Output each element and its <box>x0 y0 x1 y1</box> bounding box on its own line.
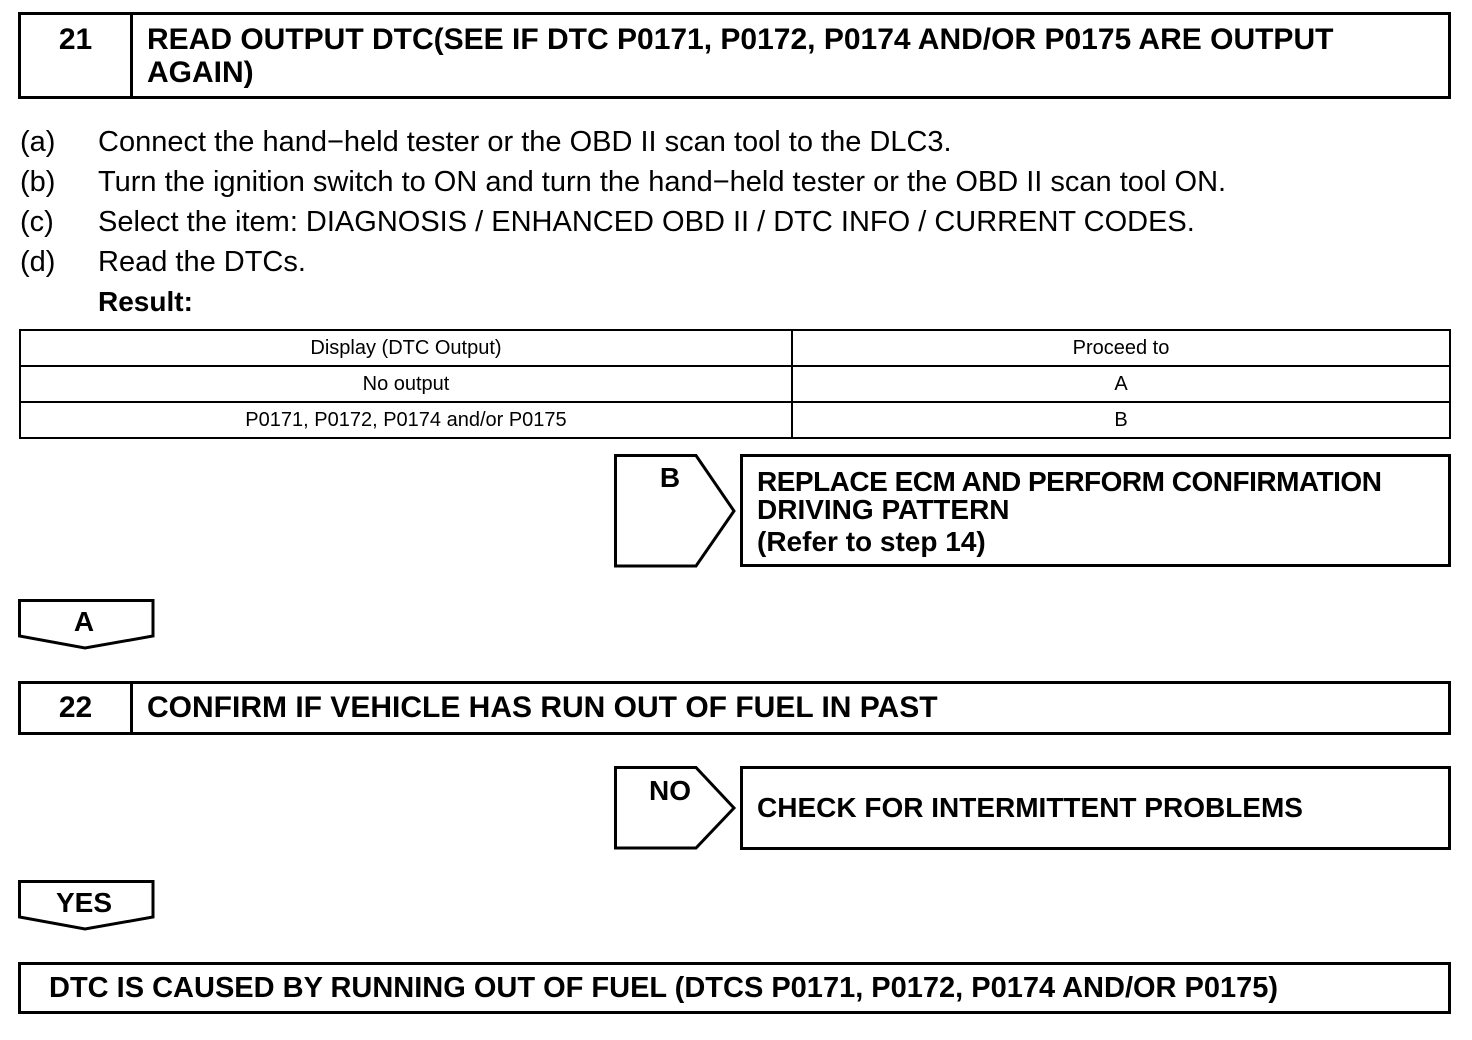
step-number: 22 <box>21 684 133 732</box>
result-row <box>20 282 1440 322</box>
table-cell: B <box>792 402 1450 438</box>
step-title: READ OUTPUT DTC(SEE IF DTC P0171, P0172, P0174 AND/OR P0175 ARE OUTPUT AGAIN) <box>147 23 1334 89</box>
conclusion-box <box>18 962 1451 1014</box>
result-label: Result: <box>98 286 193 317</box>
instruction-text: Read the DTCs. <box>98 246 306 278</box>
step-22-header <box>18 681 1451 735</box>
table-header-display: Display (DTC Output) <box>20 330 792 366</box>
instruction-letter: (b) <box>20 166 56 198</box>
branch-b-line-1: REPLACE ECM AND PERFORM CONFIRMATION <box>757 466 1382 497</box>
branch-b-label: B <box>659 462 681 493</box>
step-title: CONFIRM IF VEHICLE HAS RUN OUT OF FUEL IN PAST <box>147 691 938 724</box>
instruction-text: Connect the hand−held tester or the OBD II scan tool to the DLC3. <box>98 126 952 158</box>
instruction-item <box>20 242 1440 282</box>
table-row <box>20 402 1450 438</box>
branch-b-action-box <box>740 454 1451 567</box>
table-header-row <box>20 330 1450 366</box>
instruction-letter: (d) <box>20 246 56 278</box>
branch-a-label: A <box>73 606 95 637</box>
table-header-proceed: Proceed to <box>792 330 1450 366</box>
step-21-header <box>18 12 1451 99</box>
instruction-item <box>20 122 1440 162</box>
step-number: 21 <box>21 15 133 96</box>
result-table <box>19 329 1451 439</box>
branch-yes-label: YES <box>55 887 113 918</box>
conclusion-text: DTC IS CAUSED BY RUNNING OUT OF FUEL (DTCS P0171, P0172, P0174 AND/OR P0175) <box>49 972 1279 1004</box>
instruction-list <box>20 122 1440 322</box>
instruction-item <box>20 202 1440 242</box>
table-cell: A <box>792 366 1450 402</box>
table-row <box>20 366 1450 402</box>
branch-no-action-box <box>740 766 1451 850</box>
branch-b-line-2: DRIVING PATTERN <box>757 494 1010 525</box>
branch-b-line-3: (Refer to step 14) <box>757 526 986 557</box>
instruction-text: Turn the ignition switch to ON and turn the hand−held tester or the OBD II scan tool ON. <box>98 166 1227 198</box>
table-cell: No output <box>20 366 792 402</box>
branch-no-label: NO <box>649 775 691 806</box>
instruction-item <box>20 162 1440 202</box>
instruction-letter: (a) <box>20 126 56 158</box>
instruction-letter: (c) <box>20 206 54 238</box>
table-cell: P0171, P0172, P0174 and/or P0175 <box>20 402 792 438</box>
instruction-text: Select the item: DIAGNOSIS / ENHANCED OBD II / DTC INFO / CURRENT CODES. <box>98 206 1195 238</box>
branch-no-text: CHECK FOR INTERMITTENT PROBLEMS <box>757 792 1303 823</box>
